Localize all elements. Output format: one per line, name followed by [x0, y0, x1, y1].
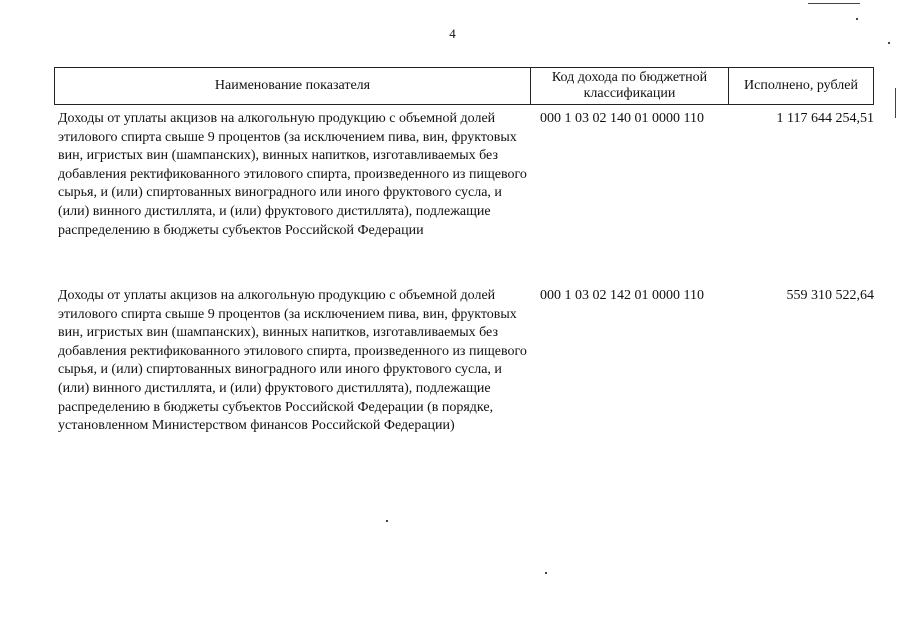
- scan-mark: [856, 18, 858, 20]
- header-code: Код дохода по бюджетной классификации: [531, 68, 729, 104]
- header-executed: Исполнено, рублей: [744, 78, 858, 93]
- scan-mark: [808, 3, 860, 4]
- row-name: Доходы от уплаты акцизов на алкогольную продукцию с объемной долей этилового спирта свыше 9 процентов (за исключением пива, вин, фруктовых вин, игристых вин (шампанских), винных напитков, изготавливаемых без добавления ректификованного этилового спирта, произведенного из пищевого сырья, и (или) спиртованных виноградного или иного фруктового сусла, и (или) винного дистиллята, и (или) фруктового дистиллята), подлежащие распределению в бюджеты субъектов Российской Федерации (в порядке, установленном Министерством финансов Российской Федерации): [58, 288, 527, 434]
- scan-mark: [386, 520, 388, 522]
- header-name: Наименование показателя: [55, 68, 531, 104]
- page-number: 4: [449, 26, 456, 41]
- scan-mark: [895, 88, 896, 118]
- scan-mark: [888, 42, 890, 44]
- row-amount: 1 117 644 254,51: [776, 111, 874, 126]
- row-amount: 559 310 522,64: [786, 288, 874, 303]
- row-code: 000 1 03 02 142 01 0000 110: [540, 288, 704, 303]
- row-name: Доходы от уплаты акцизов на алкогольную продукцию с объемной долей этилового спирта свыше 9 процентов (за исключением пива, вин, фруктовых вин, игристых вин (шампанских), винных напитков, изготавливаемых без добавления ректификованного этилового спирта, произведенного из пищевого сырья, и (или) спиртованных виноградного или иного фруктового сусла, и (или) винного дистиллята, и (или) фруктового дистиллята), подлежащие распределению в бюджеты субъектов Российской Федерации: [58, 111, 527, 238]
- scan-mark: [545, 572, 547, 574]
- table-header: [54, 67, 874, 105]
- row-code: 000 1 03 02 140 01 0000 110: [540, 111, 704, 126]
